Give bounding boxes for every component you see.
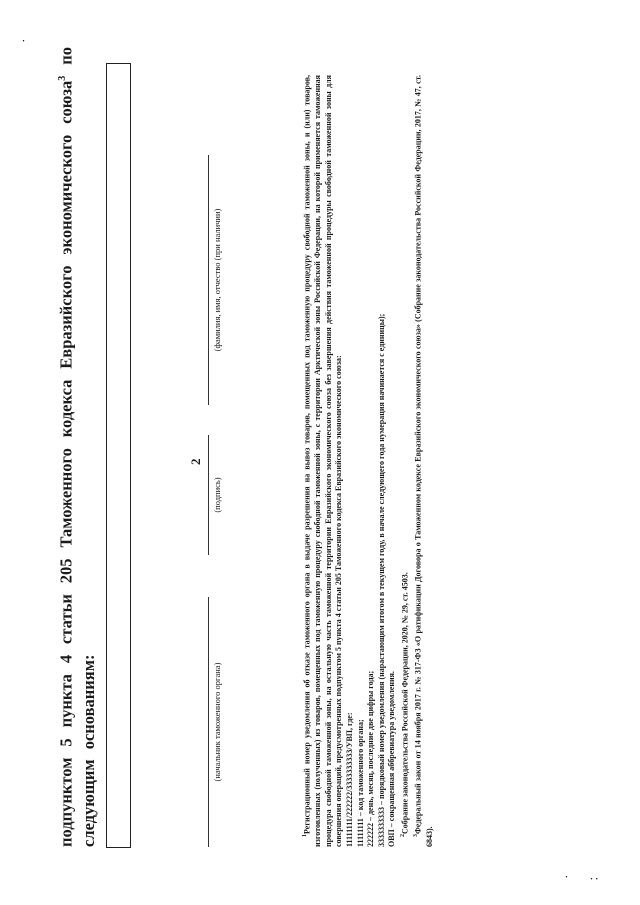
footnotes-block bbox=[300, 75, 435, 847]
position-label: (начальник таможенного органа) bbox=[212, 662, 222, 782]
position-signature-line bbox=[208, 597, 209, 847]
footnote-1-format: 11111111/222222/3333333333/УВП, где: bbox=[345, 712, 355, 847]
scan-speck: · bbox=[565, 872, 569, 882]
scan-speck: · bbox=[22, 36, 26, 46]
signature-label: (подпись) bbox=[212, 477, 222, 513]
scan-speck: · · bbox=[590, 874, 599, 884]
section-heading bbox=[52, 47, 100, 847]
heading-text: подпунктом 5 пункта 4 статьи 205 Таможенного кодекса Евразийского экономического союза bbox=[56, 80, 76, 847]
footnote-1-date: 222222 – день, месяц, последние две цифры года; bbox=[366, 670, 376, 847]
footnote-1-abbr: ОВП – сокращенная аббревиатура уведомления. bbox=[387, 671, 397, 847]
name-label: (фамилия, имя, отчество (при наличии) bbox=[212, 208, 222, 352]
name-signature-line bbox=[208, 155, 209, 405]
footnote-3: $^3$Федеральный закон от 14 ноября 2017 г. № 317-ФЗ «О ратификации Договора о Таможенном кодексе Евразийского экономического союза» (Собрание законодательства Российской Федерации, 2017, № 47, ст. 6843). bbox=[413, 75, 434, 847]
footnote-1-code: 11111111 – код таможенного органа; bbox=[355, 719, 365, 847]
heading-footnote-ref: 3 bbox=[57, 75, 68, 81]
heading-text-end: по следующим основаниям: bbox=[56, 47, 98, 847]
footnote-1-number: 3333333333 – порядковый номер уведомления (нарастающим итогом в текущем году, в начале следующего года нумерация начинается с единицы); bbox=[376, 313, 386, 847]
grounds-entry-box bbox=[106, 63, 131, 848]
signature-line bbox=[208, 435, 209, 555]
page-number: 2 bbox=[188, 458, 203, 465]
footnote-1: $^1$Регистрационный номер уведомления об отказе таможенного органа в выдаче разрешения на вывоз товаров, помещенных под таможенную процедуру свободной таможенной зоны, и (или) товаров, изготовленных (полученных) из товаров, помещенных под таможенную процедуру свободной таможенной зоны, с территории Арктической зоны Российской Федерации, на которой применяется таможенная процедура свободной таможенной зоны, на остальную часть таможенной территории Евразийского экономического союза без завершения действия таможенной процедуры свободной таможенной зоны для совершения операций, предусмотренных подпунктом 5 пункта 4 статьи 205 Таможенного кодекса Евразийского экономического союза: bbox=[302, 75, 344, 847]
footnote-2: $^2$Собрание законодательства Российской Федерации, 2020, № 29, ст. 4503. bbox=[400, 572, 410, 837]
